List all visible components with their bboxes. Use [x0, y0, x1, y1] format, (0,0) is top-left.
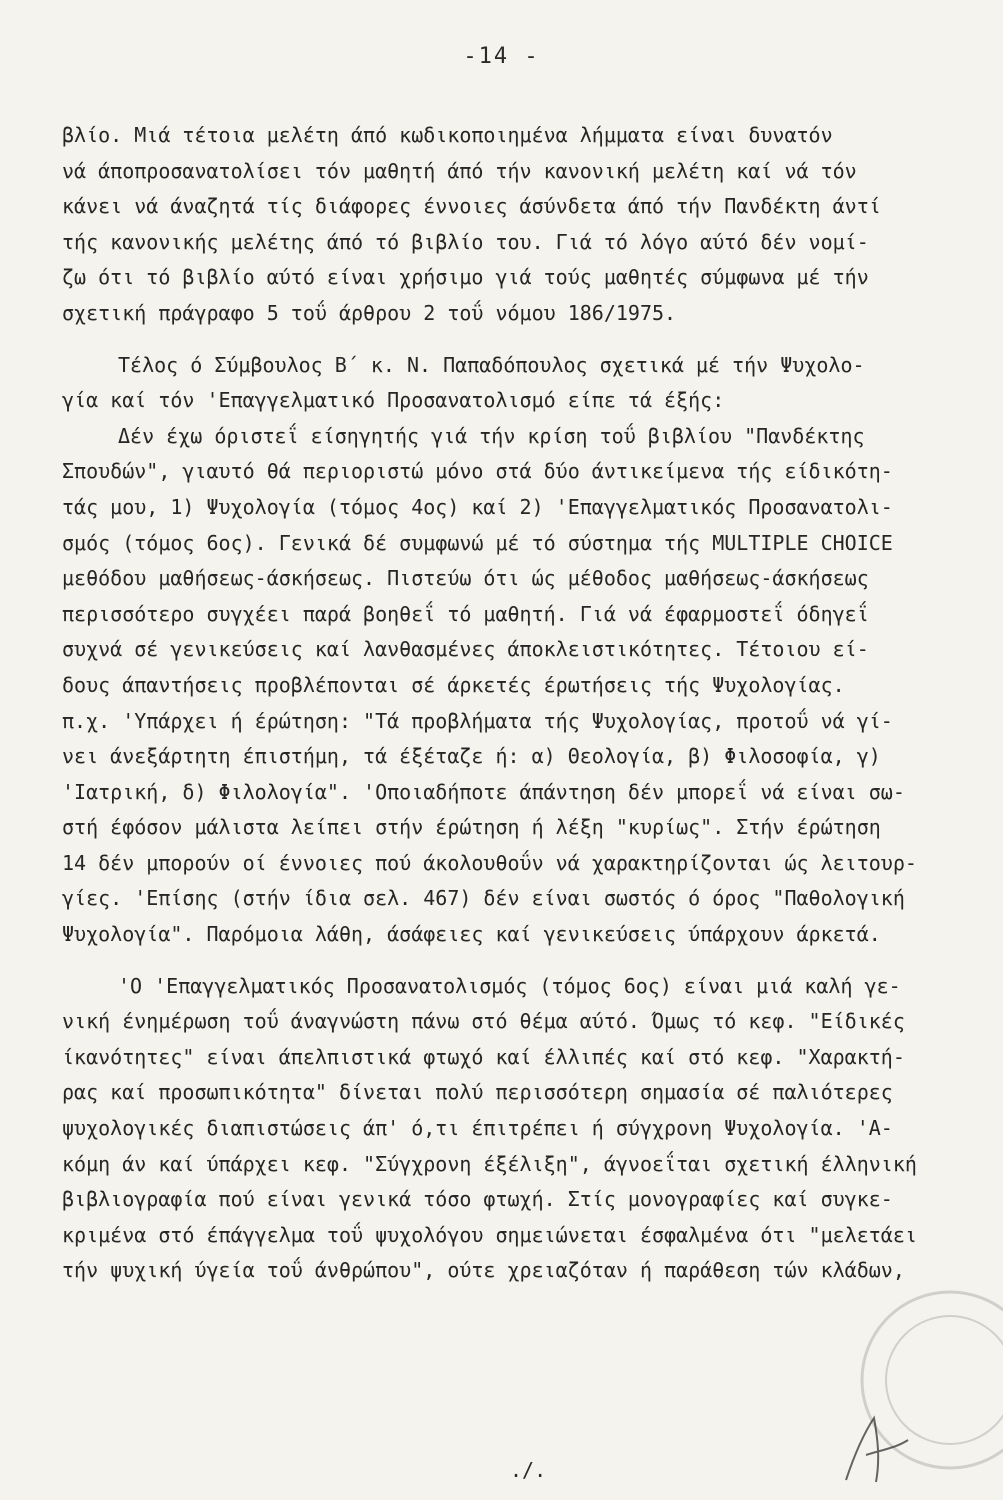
text-line: νά άποπροσανατολίσει τόν μαθητή άπό τήν κανονική μελέτη καί νά τόν: [62, 158, 857, 183]
text-line: κάνει νά άναζητά τίς διάφορες έννοιες άσύνδετα άπό τήν Πανδέκτη άντί: [62, 194, 881, 219]
text-line: μεθόδου μαθήσεως-άσκήσεως. Πιστεύω ότι ώς μέθοδος μαθήσεως-άσκήσεως: [62, 566, 869, 591]
text-line: τής κανονικής μελέτης άπό τό βιβλίο του. Γιά τό λόγο αύτό δέν νομί-: [62, 229, 869, 254]
paragraph-3: [62, 419, 972, 953]
text-line: τάς μου, 1) Ψυχολογία (τόμος 4ος) καί 2) 'Επαγγελματικός Προσανατολι-: [62, 494, 893, 519]
text-line: ζω ότι τό βιβλίο αύτό είναι χρήσιμο γιά τούς μαθητές σύμφωνα μέ τήν: [62, 265, 869, 290]
document-body: [62, 118, 972, 1289]
text-line: βιβλιογραφία πού είναι γενικά τόσο φτωχή. Στίς μονογραφίες καί συγκε-: [62, 1187, 893, 1212]
paragraph-gap: [62, 332, 972, 348]
text-line: δους άπαντήσεις προβλέπονται σέ άρκετές έρωτήσεις τής Ψυχολογίας.: [62, 672, 845, 697]
text-line: τήν ψυχική ύγεία τοΰ άνθρώπου", ούτε χρειαζόταν ή παράθεση τών κλάδων,: [62, 1258, 905, 1283]
text-line: Δέν έχω όριστεΐ είσηγητής γιά τήν κρίση τοΰ βιβλίου "Πανδέκτης: [118, 423, 865, 448]
text-line: Ψυχολογία". Παρόμοια λάθη, άσάφειες καί γενικεύσεις ύπάρχουν άρκετά.: [62, 922, 881, 947]
text-line: γίες. 'Επίσης (στήν ίδια σελ. 467) δέν είναι σωστός ό όρος "Παθολογική: [62, 886, 905, 911]
page-number: -14 -: [463, 44, 540, 69]
text-line: γία καί τόν 'Επαγγελματικό Προσανατολισμό είπε τά έξής:: [62, 388, 725, 413]
paragraph-4: [62, 969, 972, 1289]
text-line: κριμένα στό έπάγγελμα τοΰ ψυχολόγου σημειώνεται έσφαλμένα ότι "μελετάει: [62, 1222, 917, 1247]
paragraph-1: [62, 118, 972, 332]
paragraph-2: [62, 348, 972, 419]
text-line: 14 δέν μπορούν οί έννοιες πού άκολουθοΰν νά χαρακτηρίζονται ώς λειτουρ-: [62, 850, 917, 875]
text-line: νική ένημέρωση τοΰ άναγνώστη πάνω στό θέμα αύτό. Όμως τό κεφ. "Είδικές: [62, 1009, 905, 1034]
paragraph-gap: [62, 953, 972, 969]
text-line: ρας καί προσωπικότητα" δίνεται πολύ περισσότερη σημασία σέ παλιότερες: [62, 1080, 893, 1105]
text-line: Τέλος ό Σύμβουλος Β΄ κ. Ν. Παπαδόπουλος σχετικά μέ τήν Ψυχολο-: [118, 352, 865, 377]
text-line: βλίο. Μιά τέτοια μελέτη άπό κωδικοποιημένα λήμματα είναι δυνατόν: [62, 123, 833, 147]
handwritten-signature: [836, 1410, 916, 1490]
text-line: συχνά σέ γενικεύσεις καί λανθασμένες άποκλειστικότητες. Τέτοιου εί-: [62, 637, 869, 662]
text-line: σμός (τόμος 6ος). Γενικά δέ συμφωνώ μέ τό σύστημα τής MULTIPLE CHOICE: [62, 530, 893, 555]
text-line: σχετική πράγραφο 5 τοΰ άρθρου 2 τοΰ νόμου 186/1975.: [62, 300, 677, 325]
text-line: ψυχολογικές διαπιστώσεις άπ' ό,τι έπιτρέπει ή σύγχρονη Ψυχολογία. 'Α-: [62, 1116, 893, 1141]
continuation-mark: ./.: [510, 1458, 547, 1482]
text-line: 'Ο 'Επαγγελματικός Προσανατολισμός (τόμος 6ος) είναι μιά καλή γε-: [118, 973, 901, 998]
text-line: νει άνεξάρτητη έπιστήμη, τά έξέταζε ή: α) Θεολογία, β) Φιλοσοφία, γ): [62, 744, 881, 769]
text-line: κόμη άν καί ύπάρχει κεφ. "Σύγχρονη έξέλιξη", άγνοεΐται σχετική έλληνική: [62, 1151, 917, 1176]
text-line: ίκανότητες" είναι άπελπιστικά φτωχό καί έλλιπές καί στό κεφ. "Χαρακτή-: [62, 1044, 905, 1069]
text-line: 'Ιατρική, δ) Φιλολογία". 'Οποιαδήποτε άπάντηση δέν μπορεΐ νά είναι σω-: [62, 779, 905, 804]
text-line: στή έφόσον μάλιστα λείπει στήν έρώτηση ή λέξη "κυρίως". Στήν έρώτηση: [62, 815, 881, 840]
text-line: π.χ. 'Υπάρχει ή έρώτηση: "Τά προβλήματα τής Ψυχολογίας, προτοΰ νά γί-: [62, 708, 893, 733]
text-line: Σπουδών", γιαυτό θά περιοριστώ μόνο στά δύο άντικείμενα τής είδικότη-: [62, 459, 893, 484]
text-line: περισσότερο συγχέει παρά βοηθεΐ τό μαθητή. Γιά νά έφαρμοστεΐ όδηγεΐ: [62, 601, 869, 626]
